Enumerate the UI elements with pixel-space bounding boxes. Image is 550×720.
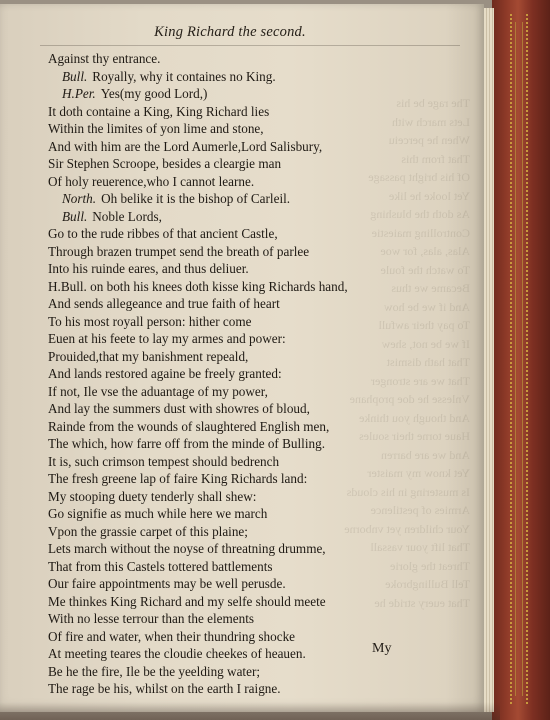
text-line: [48, 400, 448, 418]
line-text: To his most royall person: hither come: [48, 313, 252, 329]
text-line: [48, 470, 448, 488]
text-line: [48, 120, 448, 138]
line-text: Of holy reuerence,who I cannot learne.: [48, 173, 255, 189]
line-text: Prouided,that my banishment repeald,: [48, 348, 249, 364]
line-text: It is, such crimson tempest should bedrench: [48, 453, 280, 469]
text-line: [48, 365, 448, 383]
text-line: [48, 225, 448, 243]
speaker-name: Bull.: [62, 68, 88, 84]
header-rule: [40, 45, 460, 46]
text-line: [48, 383, 448, 401]
line-text: Vpon the grassie carpet of this plaine;: [48, 523, 248, 539]
line-text: Royally, why it containes no King.: [92, 68, 276, 84]
line-text: Me thinkes King Richard and my selfe should meete: [48, 593, 326, 609]
line-text: Of fire and water, when their thundring shocke: [48, 628, 296, 644]
text-line: [48, 558, 448, 576]
line-text: It doth containe a King, King Richard lies: [48, 103, 270, 119]
text-line: [48, 593, 448, 611]
line-text: And sends allegeance and true faith of heart: [48, 296, 280, 311]
line-text: With no lesse terrour than the elements: [48, 611, 255, 626]
line-text: Through brazen trumpet send the breath of parlee: [48, 243, 310, 259]
line-text: Against thy entrance.: [48, 51, 161, 66]
running-head: King Richard the second.: [154, 24, 306, 40]
book-page: [0, 4, 484, 712]
text-line: [48, 540, 448, 558]
text-line: [48, 330, 448, 348]
line-text: And with him are the Lord Aumerle,Lord Salisbury,: [48, 138, 323, 154]
line-text: Noble Lords,: [92, 208, 162, 224]
speaker-name: H.Per.: [62, 86, 96, 101]
line-text: The fresh greene lap of faire King Richards land:: [48, 471, 308, 486]
text-line: [48, 50, 448, 68]
line-text: Be he the fire, Ile be the yeelding water;: [48, 663, 261, 679]
speaker-name: Bull.: [62, 208, 88, 224]
text-line: [48, 680, 448, 698]
line-text: Go signifie as much while here we march: [48, 506, 268, 521]
line-text: Into his ruinde eares, and thus deliuer.: [48, 261, 249, 276]
text-line: [48, 418, 448, 436]
line-text: The rage be his, whilst on the earth I raigne.: [48, 681, 281, 696]
line-text: Yes(my good Lord,): [100, 86, 208, 101]
text-line: [48, 348, 448, 366]
line-text: Lets march without the noyse of threatning drumme,: [48, 541, 326, 556]
line-text: If not, Ile vse the aduantage of my power,: [48, 383, 268, 399]
text-line: [48, 295, 448, 313]
line-text: Oh belike it is the bishop of Carleil.: [101, 191, 291, 206]
bottom-shadow: [0, 702, 500, 720]
text-line: [48, 138, 448, 156]
text-line: [48, 243, 448, 261]
line-text: My stooping duety tenderly shall shew:: [48, 488, 257, 504]
text-line: [48, 173, 448, 191]
speaker-name: North.: [62, 191, 97, 206]
text-line: [48, 103, 448, 121]
text-line: [48, 208, 448, 226]
text-line: [48, 190, 448, 208]
text-line: [48, 610, 448, 628]
play-text-block: [48, 50, 448, 698]
line-text: That from this Castels tottered battlements: [48, 558, 273, 574]
gilt-inner-decoration: [515, 22, 523, 696]
line-text: The which, how farre off from the minde of Bulling.: [48, 436, 325, 451]
text-line: [48, 435, 448, 453]
line-text: Within the limites of yon lime and stone,: [48, 121, 264, 136]
text-line: [48, 85, 448, 103]
text-line: [48, 523, 448, 541]
line-text: Euen at his feete to lay my armes and power:: [48, 331, 286, 346]
line-text: H.Bull. on both his knees doth kisse king Richards hand,: [48, 278, 348, 294]
text-line: [48, 68, 448, 86]
text-line: [48, 260, 448, 278]
catchword: My: [372, 641, 392, 656]
text-line: [48, 575, 448, 593]
line-text: Our faire appointments may be well perusde.: [48, 576, 286, 591]
line-text: Rainde from the wounds of slaughtered English men,: [48, 418, 330, 434]
line-text: At meeting teares the cloudie cheekes of heauen.: [48, 646, 306, 661]
text-line: [48, 313, 448, 331]
text-line: [48, 453, 448, 471]
text-line: [48, 155, 448, 173]
line-text: And lands restored againe be freely granted:: [48, 366, 282, 381]
text-line: [48, 488, 448, 506]
line-text: Sir Stephen Scroope, besides a cleargie man: [48, 156, 282, 171]
line-text: And lay the summers dust with showres of bloud,: [48, 401, 310, 416]
show-through-text: The rage be his Lets march with When he perceiu That from this Of his bright passage Yet looke he like As doth the blushing Controlling maiestie Alas, alas, for woe To watch the foule Became we thus And if we be how To pay their awfull If we be not, shew That hath dismist That we are stronger Vnlesse he doe prophane And though you thinke Haue torne their soules And we are barren Yet know my maister Is mustering in his clouds Armies of pestilence Your children yet vnborne That lift your vassall Threat the glorie Tell Bullingbroke That euery stride he: [344, 96, 470, 610]
text-line: [48, 505, 448, 523]
text-line: [48, 663, 448, 681]
text-line: [48, 278, 448, 296]
line-text: Go to the rude ribbes of that ancient Castle,: [48, 226, 278, 241]
